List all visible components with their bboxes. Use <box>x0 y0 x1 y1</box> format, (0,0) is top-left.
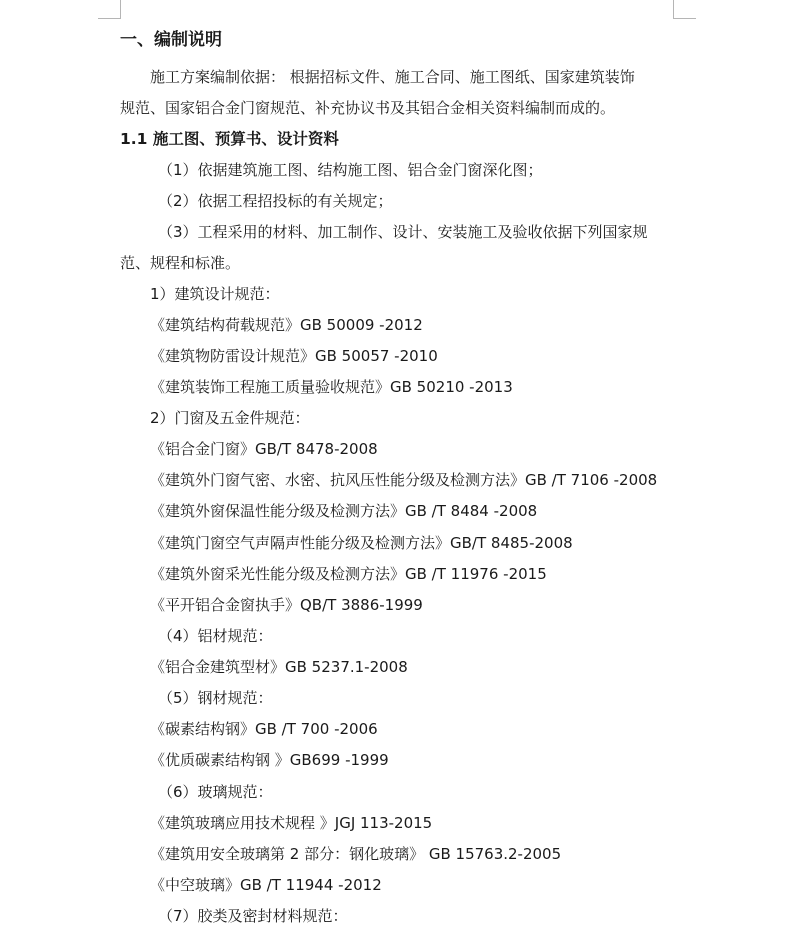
standard-reference: 《建筑装饰工程施工质量验收规范》GB 50210 -2013 <box>150 378 513 396</box>
standard-reference: 《建筑玻璃应用技术规程 》JGJ 113-2015 <box>150 814 433 832</box>
crop-mark-top-right-vertical <box>673 0 674 18</box>
standard-reference: 《建筑外门窗气密、水密、抗风压性能分级及检测方法》GB /T 7106 -2008 <box>150 471 658 489</box>
standard-reference: 《铝合金建筑型材》GB 5237.1-2008 <box>150 658 408 676</box>
list-item: （4）铝材规范： <box>158 627 273 645</box>
list-item: 范、规程和标准。 <box>120 254 241 272</box>
standard-reference: 《建筑物防雷设计规范》GB 50057 -2010 <box>150 347 438 365</box>
list-item: （2）依据工程招投标的有关规定； <box>158 192 393 210</box>
crop-mark-top-left-horizontal <box>98 18 121 19</box>
standard-reference: 《建筑外窗保温性能分级及检测方法》GB /T 8484 -2008 <box>150 502 538 520</box>
standard-reference: 《铝合金门窗》GB/T 8478-2008 <box>150 440 378 458</box>
standard-reference: 《建筑结构荷载规范》GB 50009 -2012 <box>150 316 423 334</box>
standard-reference: 《碳素结构钢》GB /T 700 -2006 <box>150 720 378 738</box>
intro-paragraph-line-2: 规范、国家铝合金门窗规范、补充协议书及其铝合金相关资料编制而成的。 <box>120 99 616 117</box>
subsection-heading: 1.1 施工图、预算书、设计资料 <box>120 130 339 148</box>
standard-reference: 《建筑外窗采光性能分级及检测方法》GB /T 11976 -2015 <box>150 565 547 583</box>
list-item: （7）胶类及密封材料规范： <box>158 907 348 925</box>
standard-reference: 《建筑门窗空气声隔声性能分级及检测方法》GB/T 8485-2008 <box>150 534 573 552</box>
list-item: （1）依据建筑施工图、结构施工图、铝合金门窗深化图； <box>158 161 543 179</box>
list-item: 1）建筑设计规范： <box>150 285 280 303</box>
standard-reference: 《中空玻璃》GB /T 11944 -2012 <box>150 876 382 894</box>
intro-paragraph-line-1: 施工方案编制依据： 根据招标文件、施工合同、施工图纸、国家建筑装饰 <box>150 68 635 86</box>
standard-reference: 《优质碳素结构钢 》GB699 -1999 <box>150 751 389 769</box>
standard-reference: 《建筑用安全玻璃第 2 部分：钢化玻璃》 GB 15763.2-2005 <box>150 845 562 863</box>
list-item: （5）钢材规范： <box>158 689 273 707</box>
crop-mark-top-right-horizontal <box>673 18 696 19</box>
list-item: （3）工程采用的材料、加工制作、设计、安装施工及验收依据下列国家规 <box>158 223 648 241</box>
crop-mark-top-left-vertical <box>120 0 121 18</box>
standard-reference: 《平开铝合金窗执手》QB/T 3886-1999 <box>150 596 423 614</box>
section-heading: 一、编制说明 <box>120 30 222 50</box>
list-item: 2）门窗及五金件规范： <box>150 409 310 427</box>
list-item: （6）玻璃规范： <box>158 783 273 801</box>
